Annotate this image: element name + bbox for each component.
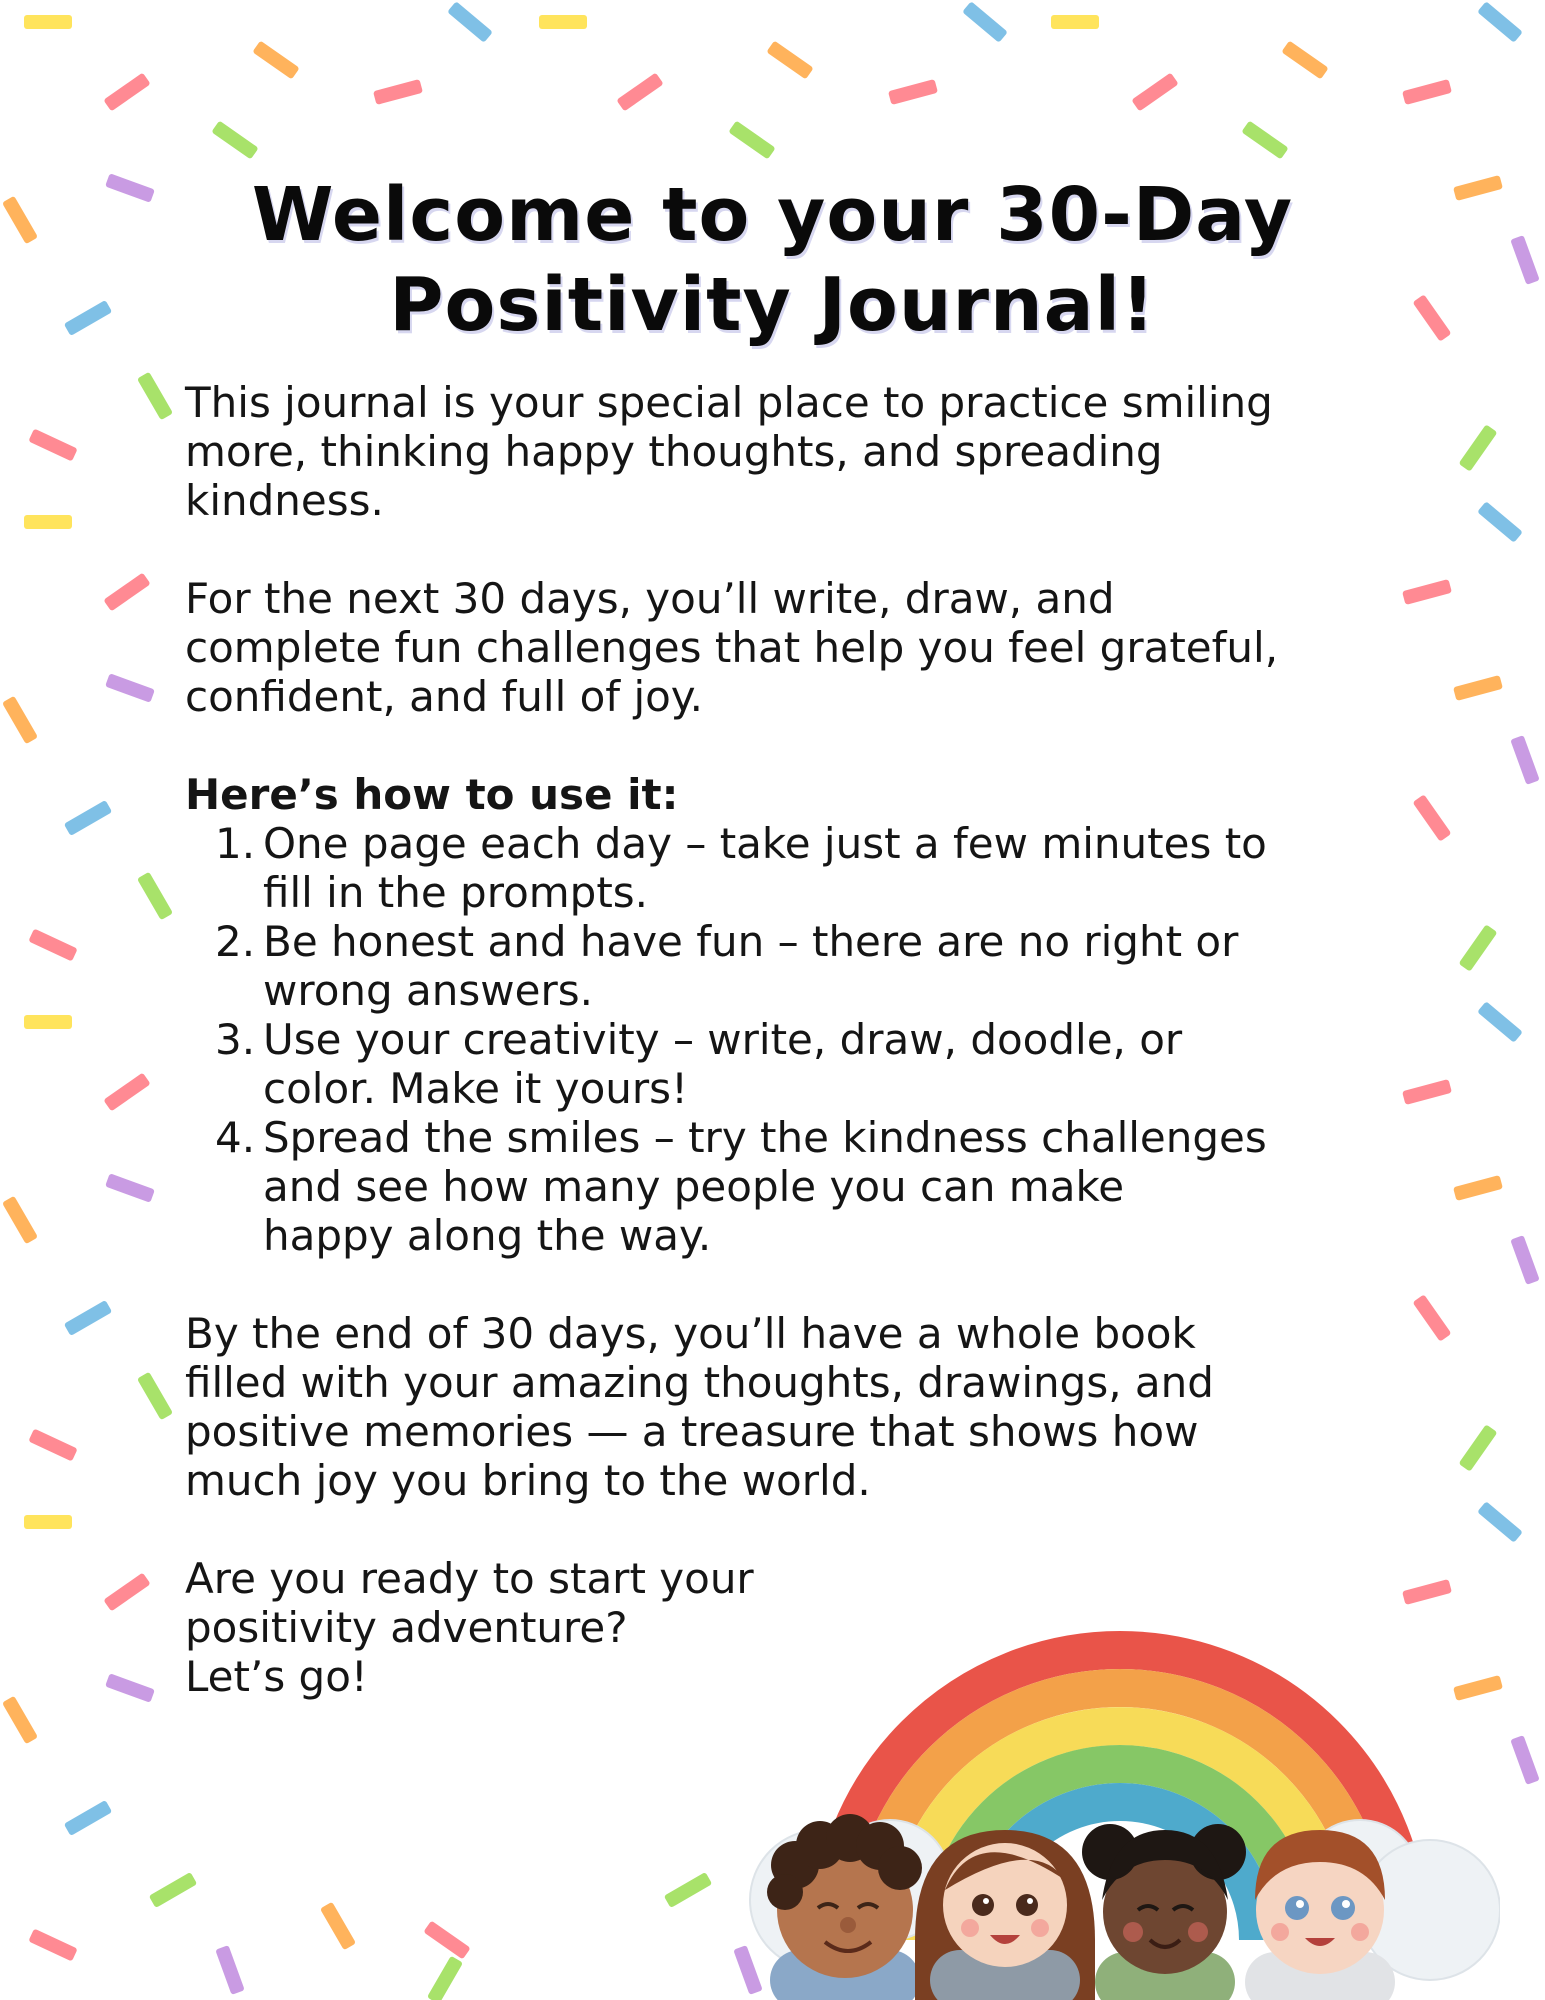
- sprinkle-orange-45: [1453, 1175, 1503, 1201]
- sprinkle-pink-9: [103, 73, 150, 112]
- step-item-2: [185, 917, 1385, 1015]
- sprinkle-blue-48: [64, 1300, 113, 1336]
- step-number-2: 2.: [215, 917, 256, 966]
- sprinkle-orange-7: [766, 41, 813, 80]
- sprinkle-pink-25: [28, 429, 77, 462]
- sprinkle-purple-31: [105, 673, 155, 703]
- howto-heading: Here’s how to use it:: [185, 770, 679, 819]
- intro-paragraph: This journal is your special place to practice smiling more, thinking happy thoughts, and spreading kindness.: [185, 378, 1273, 525]
- step-text-2: Be honest and have fun – there are no right or wrong answers.: [263, 917, 1239, 1015]
- sprinkle-pink-64: [423, 1921, 470, 1960]
- sprinkle-green-15: [211, 121, 258, 160]
- step-text-4: Spread the smiles – try the kindness challenges and see how many people you can make happy along the way.: [263, 1113, 1267, 1260]
- sprinkle-orange-32: [1453, 675, 1503, 701]
- title-line-1: Welcome to your 30-Day: [251, 172, 1294, 258]
- sprinkle-blue-35: [64, 800, 113, 836]
- step-number-4: 4.: [215, 1113, 256, 1162]
- step-item-3: [185, 1015, 1385, 1113]
- sprinkle-orange-19: [1453, 175, 1503, 201]
- sprinkle-green-39: [1459, 924, 1498, 971]
- sprinkle-pink-14: [1402, 79, 1452, 105]
- sprinkle-pink-66: [28, 1929, 77, 1962]
- step-number-1: 1.: [215, 819, 256, 868]
- sprinkle-pink-38: [28, 929, 77, 962]
- sprinkle-green-37: [137, 872, 173, 921]
- sprinkle-green-62: [149, 1872, 198, 1908]
- sprinkle-purple-21: [1510, 235, 1540, 285]
- sprinkle-orange-6: [252, 41, 299, 80]
- sprinkle-purple-60: [1510, 1735, 1540, 1785]
- sprinkle-pink-55: [103, 1573, 150, 1612]
- sprinkle-yellow-27: [24, 515, 72, 529]
- sprinkle-green-17: [1241, 121, 1288, 160]
- step-text-3: Use your creativity – write, draw, doodle, or color. Make it yours!: [263, 1015, 1183, 1113]
- sprinkle-yellow-53: [24, 1515, 72, 1529]
- sprinkle-green-26: [1459, 424, 1498, 471]
- sprinkle-yellow-40: [24, 1015, 72, 1029]
- sprinkle-blue-22: [64, 300, 113, 336]
- sprinkle-pink-10: [373, 79, 423, 105]
- sprinkle-pink-29: [103, 573, 150, 612]
- howto-steps: [185, 819, 1385, 1260]
- sprinkle-pink-23: [1413, 294, 1452, 341]
- sprinkle-yellow-0: [24, 15, 72, 29]
- sprinkle-green-50: [137, 1372, 173, 1421]
- sprinkle-pink-51: [28, 1429, 77, 1462]
- sprinkle-blue-61: [64, 1800, 113, 1836]
- sprinkle-green-16: [728, 121, 775, 160]
- sprinkle-purple-57: [105, 1673, 155, 1703]
- step-text-1: One page each day – take just a few minutes to fill in the prompts.: [263, 819, 1267, 917]
- sprinkle-orange-20: [2, 196, 38, 245]
- sprinkle-orange-8: [1281, 41, 1328, 80]
- title-line-2: Positivity Journal!: [389, 262, 1156, 348]
- sprinkle-orange-63: [320, 1902, 356, 1951]
- sprinkle-pink-43: [1402, 1079, 1452, 1105]
- sprinkle-pink-11: [616, 73, 663, 112]
- sprinkle-orange-59: [2, 1696, 38, 1745]
- sprinkle-pink-49: [1413, 1294, 1452, 1341]
- sprinkle-purple-47: [1510, 1235, 1540, 1285]
- page-title: [150, 170, 1395, 350]
- sprinkle-pink-13: [1131, 73, 1178, 112]
- sprinkle-purple-44: [105, 1173, 155, 1203]
- sprinkle-green-65: [664, 1872, 713, 1908]
- sprinkle-purple-67: [215, 1945, 245, 1995]
- sprinkle-green-24: [137, 372, 173, 421]
- sprinkle-pink-42: [103, 1073, 150, 1112]
- sprinkle-blue-3: [962, 1, 1008, 43]
- sprinkle-green-52: [1459, 1424, 1498, 1471]
- sprinkle-blue-5: [1477, 1, 1523, 43]
- sprinkle-orange-33: [2, 696, 38, 745]
- sprinkle-green-68: [427, 1956, 463, 2000]
- sprinkle-yellow-2: [539, 15, 587, 29]
- sprinkle-blue-41: [1477, 1001, 1523, 1043]
- sprinkle-blue-1: [447, 1, 493, 43]
- kid-girl-long-hair-icon: [915, 1830, 1095, 2000]
- sprinkle-pink-30: [1402, 579, 1452, 605]
- sprinkle-pink-36: [1413, 794, 1452, 841]
- end-paragraph: By the end of 30 days, you’ll have a whole book filled with your amazing thoughts, drawings, and positive memories — a treasure that shows how much joy you bring to the world.: [185, 1309, 1214, 1505]
- sprinkle-pink-12: [888, 79, 938, 105]
- sprinkle-purple-18: [105, 173, 155, 203]
- rainbow-kids-illustration: [740, 1480, 1500, 2000]
- step-number-3: 3.: [215, 1015, 256, 1064]
- sprinkle-purple-34: [1510, 735, 1540, 785]
- step-item-1: [185, 819, 1385, 917]
- sprinkle-orange-46: [2, 1196, 38, 1245]
- ready-paragraph: Are you ready to start your positivity adventure? Let’s go!: [185, 1554, 754, 1701]
- kid-girl-buns-icon: [1082, 1824, 1246, 2000]
- sprinkle-yellow-4: [1051, 15, 1099, 29]
- step-item-4: [185, 1113, 1385, 1260]
- next-days-paragraph: For the next 30 days, you’ll write, draw, and complete fun challenges that help you feel grateful, confident, and full of joy.: [185, 574, 1279, 721]
- kid-boy-curly-icon: [767, 1814, 922, 2000]
- sprinkle-blue-28: [1477, 501, 1523, 543]
- kid-boy-red-hair-icon: [1245, 1830, 1395, 2000]
